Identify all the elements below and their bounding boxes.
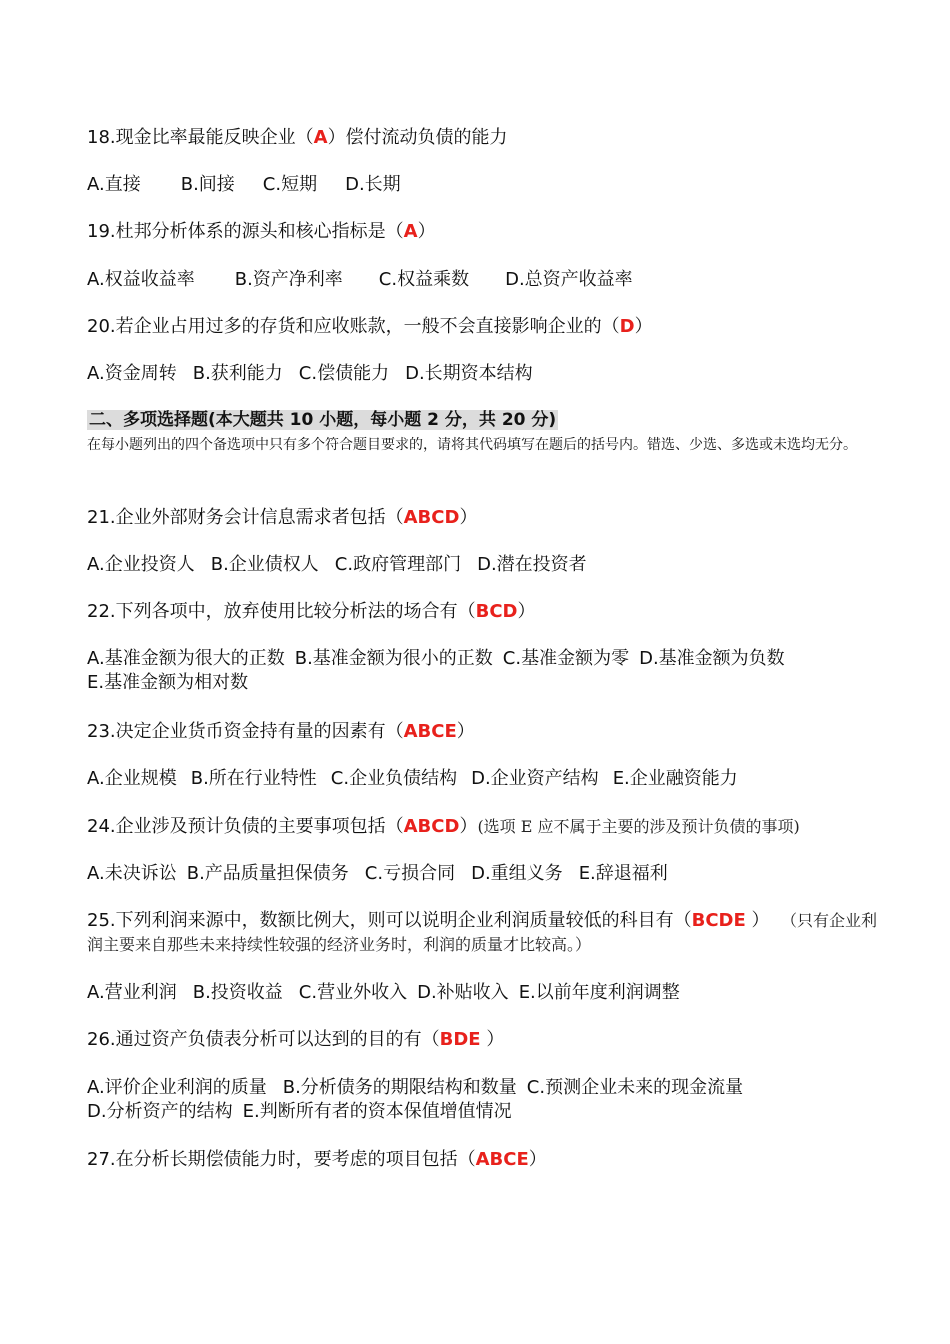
option: D.基准金额为负数 — [639, 648, 785, 669]
answer-23: ABCE — [403, 721, 457, 742]
answer-25: BCDE — [691, 910, 746, 931]
option: B.投资收益 — [192, 982, 283, 1003]
answer-21: ABCD — [403, 507, 460, 528]
option: D.企业资产结构 — [471, 768, 599, 789]
option: A.企业规模 — [87, 768, 177, 789]
answer-20: D — [619, 316, 635, 337]
option: D.重组义务 — [471, 863, 563, 884]
option: C.营业外收入 — [298, 982, 408, 1003]
answer-18: A — [313, 127, 328, 148]
question-25-stem: 25.下列利润来源中，数额比例大，则可以说明企业利润质量较低的科目有（BCDE ） （只有企业利润主要来自那些未来持续性较强的经济业务时，利润的质量才比较高。） — [87, 910, 877, 954]
option: A.直接 — [87, 174, 141, 195]
option: B.获利能力 — [192, 363, 283, 384]
option: A.评价企业利润的质量 — [87, 1077, 267, 1098]
answer-27: ABCE — [475, 1149, 529, 1170]
option: A.权益收益率 — [87, 269, 195, 290]
option: B.产品质量担保债务 — [186, 863, 349, 884]
question-19-stem: 19.杜邦分析体系的源头和核心指标是（A） — [87, 221, 436, 242]
answer-19: A — [403, 221, 418, 242]
question-18-options — [87, 173, 880, 197]
question-18-stem: 18.现金比率最能反映企业（A）偿付流动负债的能力 — [87, 127, 508, 148]
answer-26: BDE — [439, 1029, 481, 1050]
option: A.资金周转 — [87, 363, 177, 384]
question-22-options — [87, 647, 880, 695]
question-22-stem: 22.下列各项中，放弃使用比较分析法的场合有（BCD） — [87, 601, 536, 622]
option: C.政府管理部门 — [334, 554, 462, 575]
option: E.基准金额为相对数 — [87, 672, 249, 693]
option: A.营业利润 — [87, 982, 177, 1003]
option: B.所在行业特性 — [190, 768, 317, 789]
question-24-note: (选项 E 应不属于主要的涉及预计负债的事项) — [477, 817, 800, 836]
option: B.企业债权人 — [210, 554, 319, 575]
option: A.企业投资人 — [87, 554, 195, 575]
option: E.企业融资能力 — [612, 768, 738, 789]
option: D.长期 — [345, 174, 401, 195]
option: B.分析债务的期限结构和数量 — [282, 1077, 517, 1098]
option: E.判断所有者的资本保值增值情况 — [242, 1101, 512, 1122]
section-instruction: 在每小题列出的四个备选项中只有多个符合题目要求的，请将其代码填写在题后的括号内。错选、少选、多选或未选均无分。 — [87, 437, 857, 453]
option: D.补贴收入 — [417, 982, 509, 1003]
option: B.间接 — [180, 174, 235, 195]
question-26-options — [87, 1076, 880, 1124]
option: B.基准金额为很小的正数 — [294, 648, 493, 669]
section-title: 二、多项选择题(本大题共 10 小题，每小题 2 分，共 20 分) — [89, 410, 557, 430]
question-20-options — [87, 362, 880, 386]
answer-24: ABCD — [403, 816, 460, 837]
answer-22: BCD — [475, 601, 518, 622]
question-24-stem: 24.企业涉及预计负债的主要事项包括（ABCD）(选项 E 应不属于主要的涉及预计负债的事项) — [87, 816, 800, 837]
question-25-options — [87, 981, 880, 1005]
option: D.总资产收益率 — [505, 269, 633, 290]
option: D.潜在投资者 — [477, 554, 587, 575]
question-23-options — [87, 767, 880, 791]
question-26-stem: 26.通过资产负债表分析可以达到的目的有（BDE ） — [87, 1029, 505, 1050]
option: A.基准金额为很大的正数 — [87, 648, 285, 669]
question-19-options — [87, 268, 880, 292]
option: D.长期资本结构 — [405, 363, 533, 384]
option: C.企业负债结构 — [330, 768, 458, 789]
question-27-stem: 27.在分析长期偿债能力时，要考虑的项目包括（ABCE） — [87, 1149, 547, 1170]
option: C.权益乘数 — [378, 269, 470, 290]
option: E.以前年度利润调整 — [518, 982, 680, 1003]
option: D.分析资产的结构 — [87, 1101, 233, 1122]
question-21-stem: 21.企业外部财务会计信息需求者包括（ABCD） — [87, 507, 478, 528]
question-24-options — [87, 862, 880, 886]
question-25-note: （只有企业利润主要来自那些未来持续性较强的经济业务时，利润的质量才比较高。） — [87, 911, 877, 954]
option: A.未决诉讼 — [87, 863, 177, 884]
question-23-stem: 23.决定企业货币资金持有量的因素有（ABCE） — [87, 721, 475, 742]
option: C.亏损合同 — [364, 863, 456, 884]
option: C.偿债能力 — [298, 363, 390, 384]
option: E.辞退福利 — [578, 863, 668, 884]
question-21-options — [87, 553, 880, 577]
option: C.基准金额为零 — [502, 648, 630, 669]
option: C.预测企业未来的现金流量 — [526, 1077, 744, 1098]
option: B.资产净利率 — [234, 269, 343, 290]
option: C.短期 — [262, 174, 318, 195]
question-20-stem: 20.若企业占用过多的存货和应收账款，一般不会直接影响企业的（D） — [87, 316, 653, 337]
